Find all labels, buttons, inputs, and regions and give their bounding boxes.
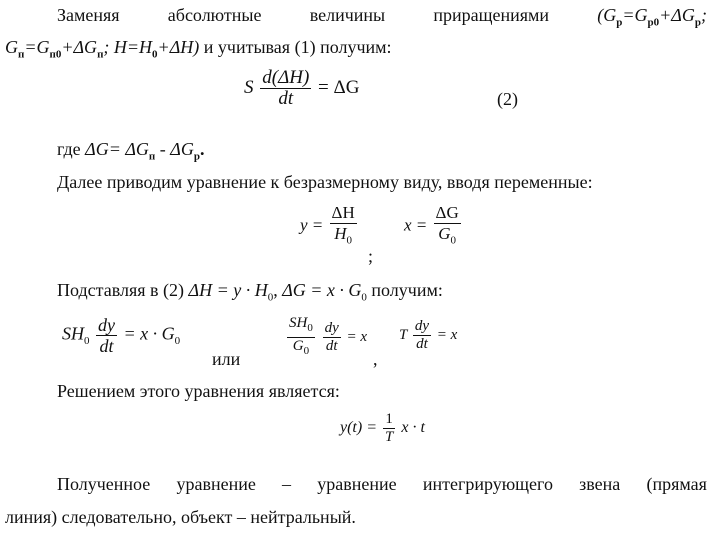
equation-2 [244, 68, 359, 109]
para1-line2 [5, 36, 392, 66]
form-3: T $\frac{dy}{dt}$ = x [399, 318, 458, 352]
comma: , [373, 349, 378, 369]
word: Заменяя [57, 5, 120, 25]
formula-gn: $G_п=G_{п0}+\Delta G_п$; $H=H_0+\Delta H$) [5, 37, 200, 61]
semicolon: ; [368, 246, 374, 266]
or-word: или [212, 349, 241, 369]
conclusion-line1: Полученное уравнение – уравнение интегрирующего звена (прямая [57, 474, 707, 494]
para1-line1 [57, 4, 707, 34]
eq-rhs: = ΔG [318, 76, 360, 98]
eq-symbol: S [244, 76, 254, 98]
var-x: x = $\frac{\Delta G}{G_0}$ [404, 203, 459, 247]
text: и учитывая (1) получим: [199, 37, 392, 57]
word: абсолютные [167, 5, 262, 25]
var-y: y = $\frac{\Delta H}{H_0}$ [300, 203, 355, 247]
word: величины [309, 5, 386, 25]
substitution-line: Подставляя в (2) $\Delta H = y \cdot H_0$, $\Delta G = x \cdot G_0$ получим: [57, 280, 443, 304]
form-1: $SH_0$ $\frac{dy}{dt}$ = $x \cdot G_0$ [62, 315, 181, 356]
fraction: $\frac{d(\Delta H)}{dt}$ [262, 67, 310, 109]
form-2: $\frac{SH_0}{G_0}$ $\frac{dy}{dt}$ = x [289, 315, 368, 357]
solution-formula: y(t) = $\frac{1}{T}$ x · t [340, 411, 425, 445]
solution-intro: Решением этого уравнения является: [57, 381, 340, 401]
word: приращениями [433, 5, 550, 25]
next-paragraph: Далее приводим уравнение к безразмерному виду, вводя переменные: [57, 172, 593, 192]
conclusion-line2: линия) следовательно, объект – нейтральный. [5, 507, 356, 527]
formula-gp: ($G_р=G_{р0}+\Delta G_р$; [597, 5, 707, 29]
equation-label: (2) [497, 89, 518, 109]
where-line: где $\Delta G= \Delta G_п - \Delta G_р$. [57, 139, 205, 163]
